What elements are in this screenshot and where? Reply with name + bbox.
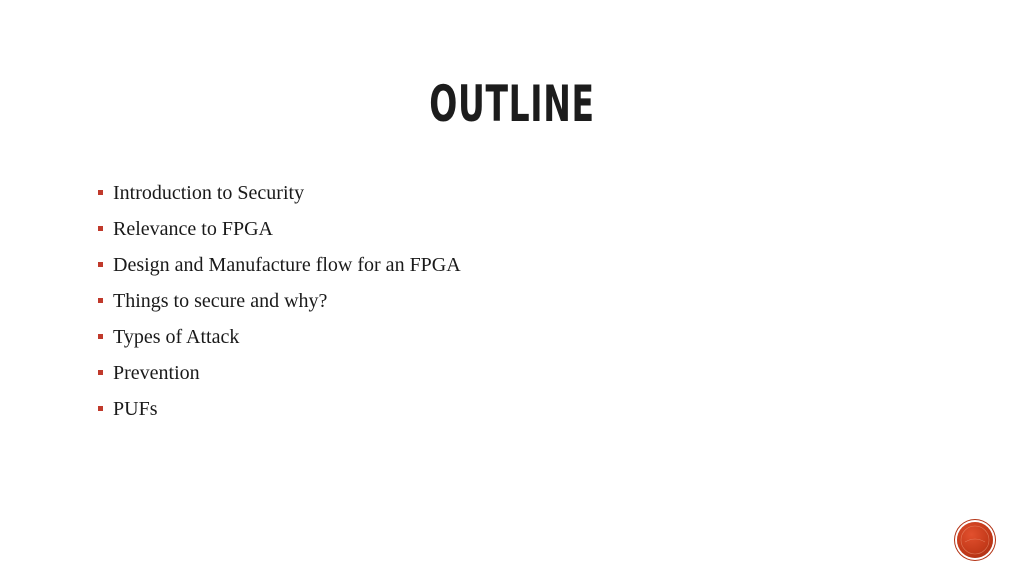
slide-title: OUTLINE <box>429 75 595 133</box>
bullet-text: Relevance to FPGA <box>113 218 273 240</box>
bullet-square-icon <box>98 226 103 231</box>
bullet-item <box>97 286 461 322</box>
bullet-text: Things to secure and why? <box>113 290 328 312</box>
bullet-item <box>97 250 461 286</box>
bullet-item <box>97 358 461 394</box>
bullet-square-icon <box>98 262 103 267</box>
bullet-item <box>97 214 461 250</box>
bullet-square-icon <box>98 406 103 411</box>
bullet-square-icon <box>98 190 103 195</box>
bullet-square-icon <box>98 334 103 339</box>
bullet-item <box>97 178 461 214</box>
bullet-item <box>97 322 461 358</box>
circle-button-icon <box>957 522 993 558</box>
bullet-list <box>97 178 461 430</box>
slide-nav-button[interactable] <box>957 522 993 558</box>
bullet-square-icon <box>98 370 103 375</box>
bullet-text: Prevention <box>113 362 200 384</box>
bullet-text: PUFs <box>113 398 158 420</box>
bullet-item <box>97 394 461 430</box>
bullet-text: Types of Attack <box>113 326 240 348</box>
bullet-square-icon <box>98 298 103 303</box>
bullet-text: Design and Manufacture flow for an FPGA <box>113 254 461 276</box>
bullet-text: Introduction to Security <box>113 182 305 204</box>
